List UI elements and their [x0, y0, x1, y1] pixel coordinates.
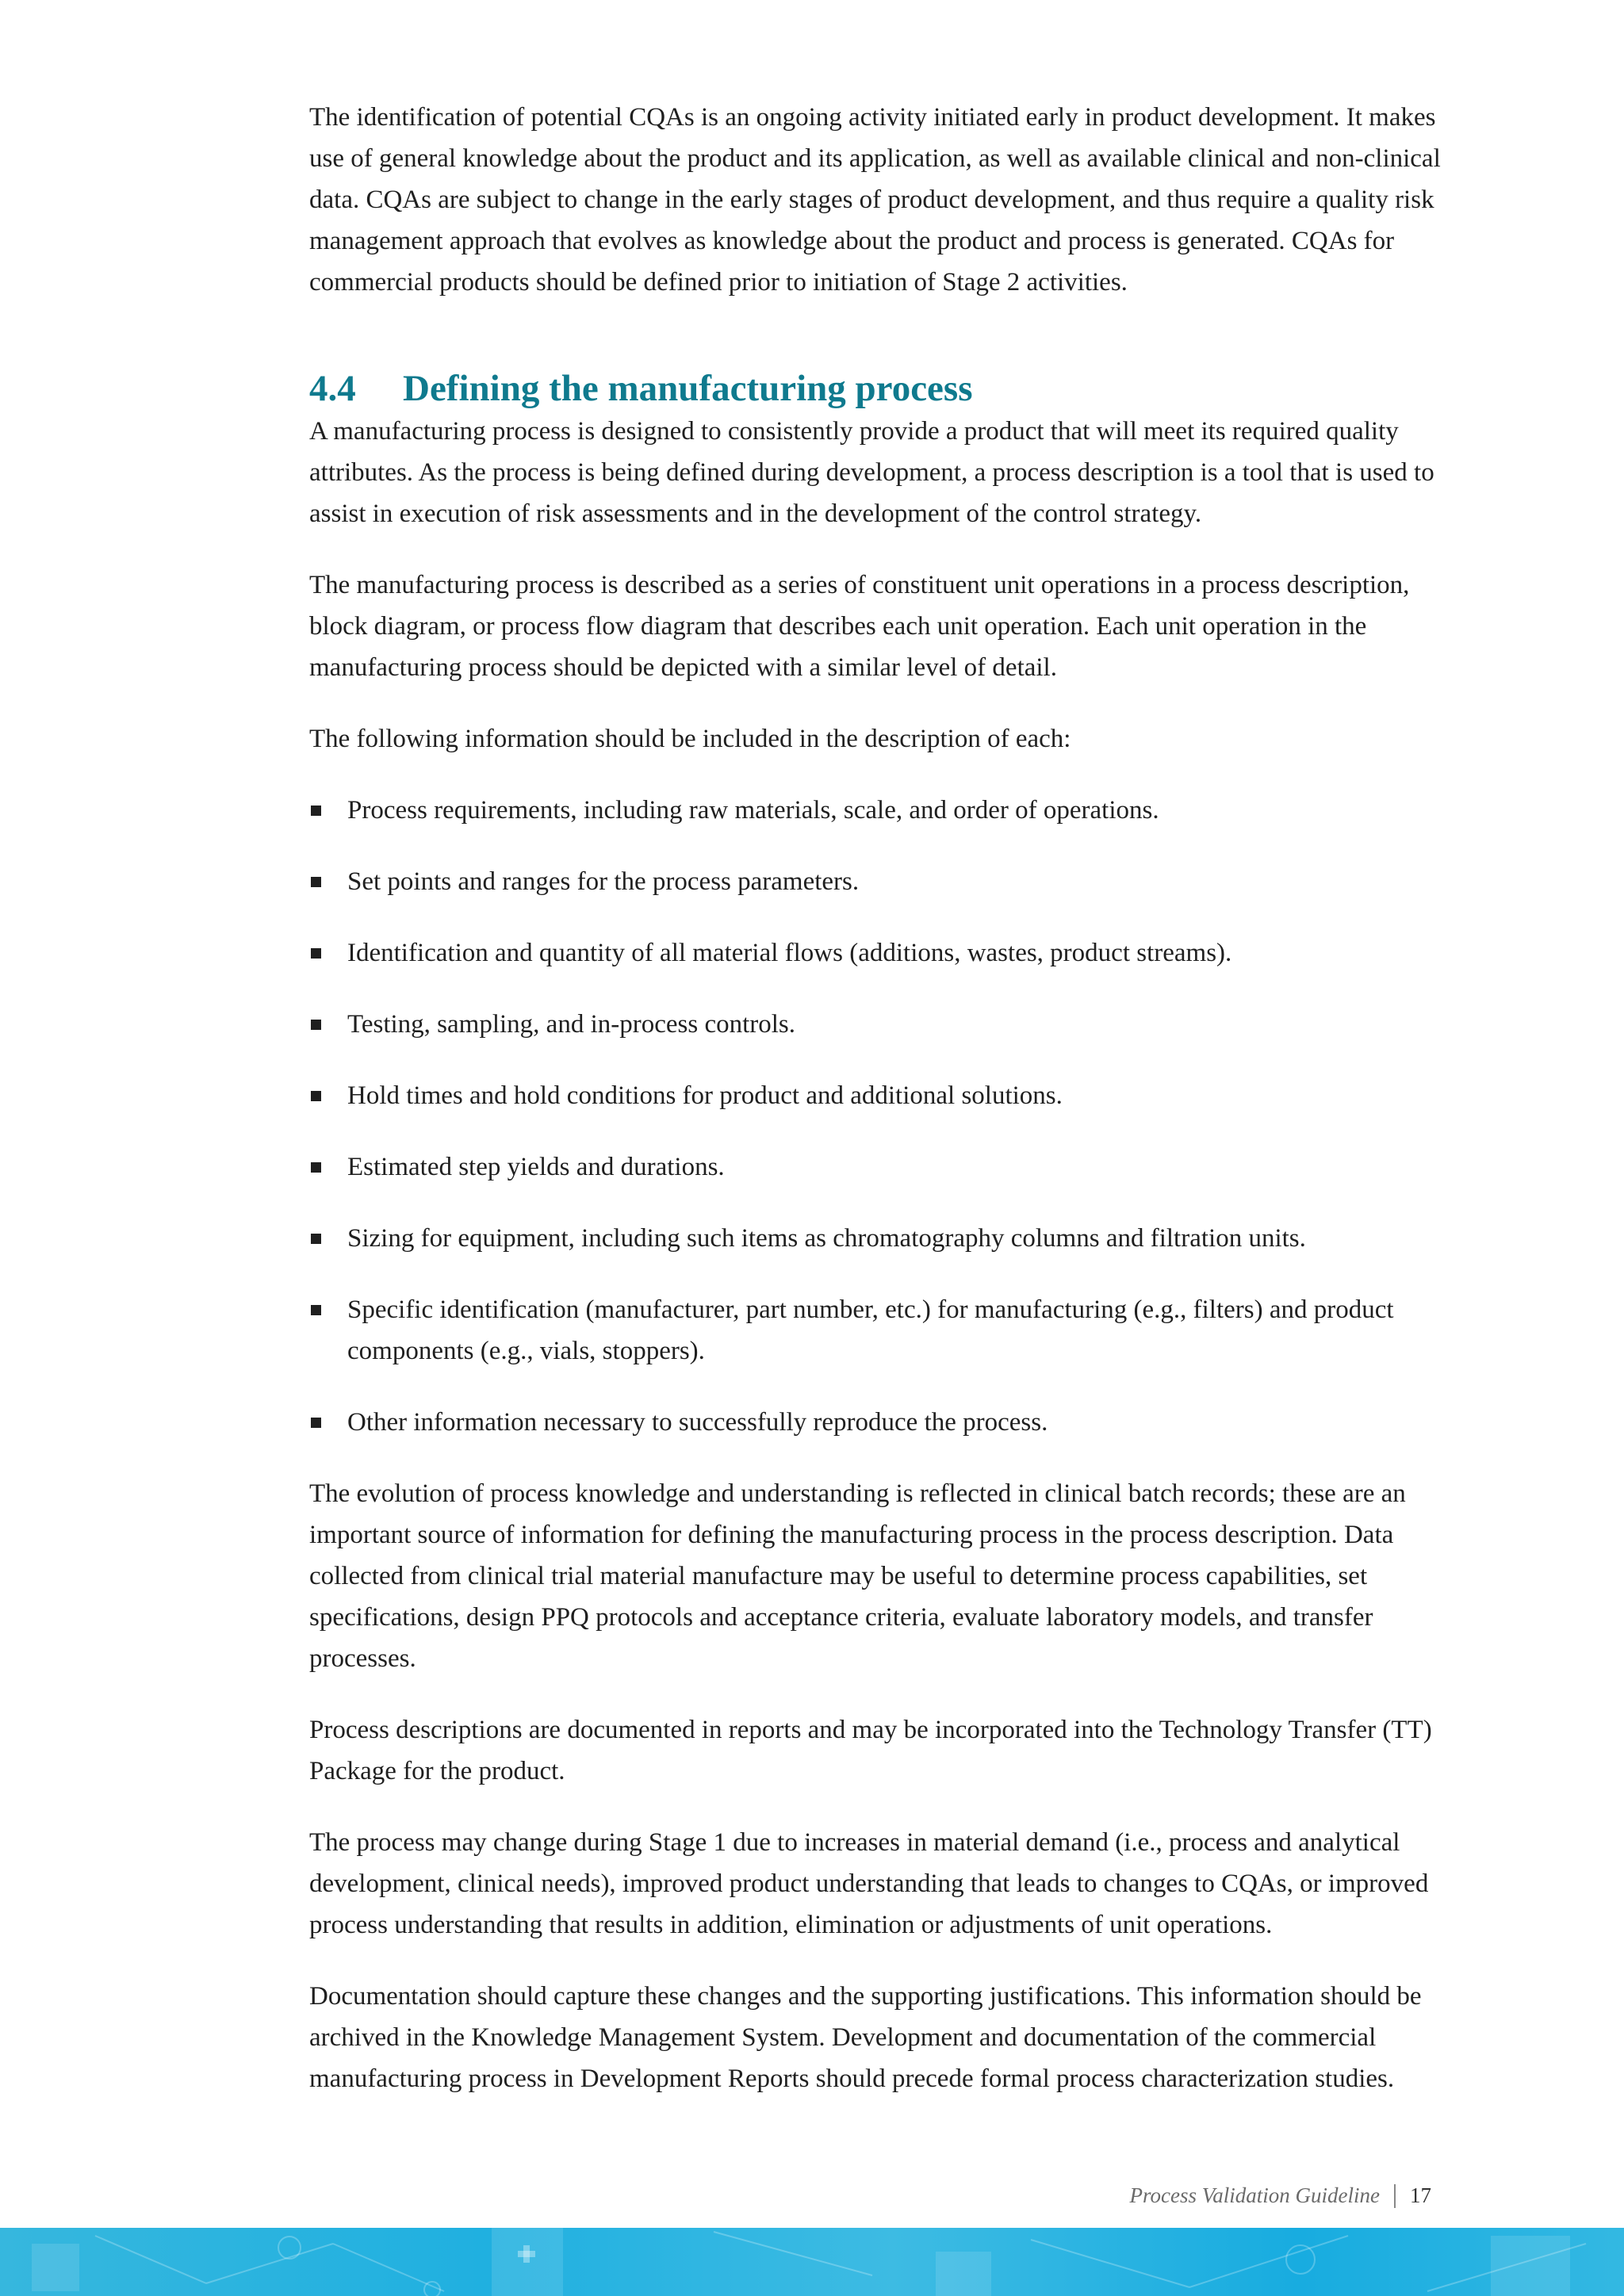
square-bullet-icon — [311, 1418, 321, 1428]
list-item — [309, 932, 1451, 974]
footer-document-title: Process Validation Guideline — [1129, 2183, 1380, 2207]
list-item-text: Estimated step yields and durations. — [347, 1153, 725, 1181]
bullet-list — [309, 790, 1451, 1443]
list-item-text: Testing, sampling, and in-process controls. — [347, 1010, 796, 1039]
list-item-text: Sizing for equipment, including such items as chromatography columns and filtration units. — [347, 1224, 1306, 1253]
body-paragraph-5: Process descriptions are documented in reports and may be incorporated into the Technology Transfer (TT) Package for the product. — [309, 1716, 1432, 1785]
square-bullet-icon — [311, 806, 321, 816]
intro-paragraph: The identification of potential CQAs is an ongoing activity initiated early in product development. It makes use of general knowledge about the product and its application, as well as available clinical and non-clinical data. CQAs are subject to change in the early stages of product development, and thus require a quality risk management approach that evolves as knowledge about the product and process is generated. CQAs for commercial products should be defined prior to initiation of Stage 2 activities. — [309, 103, 1441, 297]
square-bullet-icon — [311, 1305, 321, 1315]
list-item-text: Identification and quantity of all material flows (additions, wastes, product streams). — [347, 939, 1232, 967]
square-bullet-icon — [311, 1234, 321, 1244]
list-item — [309, 1289, 1451, 1372]
body-paragraph-1: A manufacturing process is designed to consistently provide a product that will meet its required quality attributes. As the process is being defined during development, a process description is a tool that is used to assist in execution of risk assessments and in the development of the control strategy. — [309, 417, 1434, 528]
body-paragraph-2: The manufacturing process is described as a series of constituent unit operations in a process description, block diagram, or process flow diagram that describes each unit operation. Each unit operation in the manufacturing process should be depicted with a similar level of detail. — [309, 571, 1410, 682]
footer-banner — [0, 2228, 1624, 2296]
section-heading — [309, 366, 1451, 411]
body-paragraph-7: Documentation should capture these changes and the supporting justifications. This information should be archived in the Knowledge Management System. Development and documentation of the commercial manufacturing process in Development Reports should precede formal process characterization studies. — [309, 1982, 1422, 2093]
page-number: 17 — [1410, 2183, 1431, 2207]
list-item-text: Set points and ranges for the process parameters. — [347, 867, 860, 896]
list-item-text: Hold times and hold conditions for product and additional solutions. — [347, 1081, 1063, 1110]
list-item-text: Process requirements, including raw materials, scale, and order of operations. — [347, 796, 1159, 825]
body-paragraph-6: The process may change during Stage 1 due to increases in material demand (i.e., process and analytical development, clinical needs), improved product understanding that leads to changes to CQAs, or improved process understanding that results in addition, elimination or adjustments of unit operations. — [309, 1828, 1429, 1939]
footer-divider — [1394, 2184, 1396, 2208]
square-bullet-icon — [311, 877, 321, 887]
square-bullet-icon — [311, 1162, 321, 1173]
square-bullet-icon — [311, 1091, 321, 1101]
square-bullet-icon — [311, 1020, 321, 1030]
list-item — [309, 1146, 1451, 1188]
section-title: Defining the manufacturing process — [403, 368, 973, 409]
body-paragraph-4: The evolution of process knowledge and understanding is reflected in clinical batch records; these are an important source of information for defining the manufacturing process in the process description. Data collected from clinical trial material manufacture may be useful to determine process capabilities, set specifications, design PPQ protocols and acceptance criteria, evaluate laboratory models, and transfer processes. — [309, 1479, 1406, 1673]
section-number: 4.4 — [309, 368, 356, 409]
square-bullet-icon — [311, 948, 321, 959]
list-item — [309, 790, 1451, 831]
list-item — [309, 1218, 1451, 1259]
list-item — [309, 1004, 1451, 1045]
list-item — [309, 861, 1451, 902]
list-item — [309, 1075, 1451, 1116]
banner-pattern-icon — [0, 2228, 1624, 2296]
page-content — [309, 97, 1451, 2130]
list-item-text: Specific identification (manufacturer, part number, etc.) for manufacturing (e.g., filters) and product components (e.g., vials, stoppers). — [347, 1295, 1394, 1365]
list-item — [309, 1402, 1451, 1443]
list-item-text: Other information necessary to successfully reproduce the process. — [347, 1408, 1048, 1437]
body-paragraph-3: The following information should be included in the description of each: — [309, 725, 1071, 753]
page-footer — [1130, 2183, 1431, 2208]
